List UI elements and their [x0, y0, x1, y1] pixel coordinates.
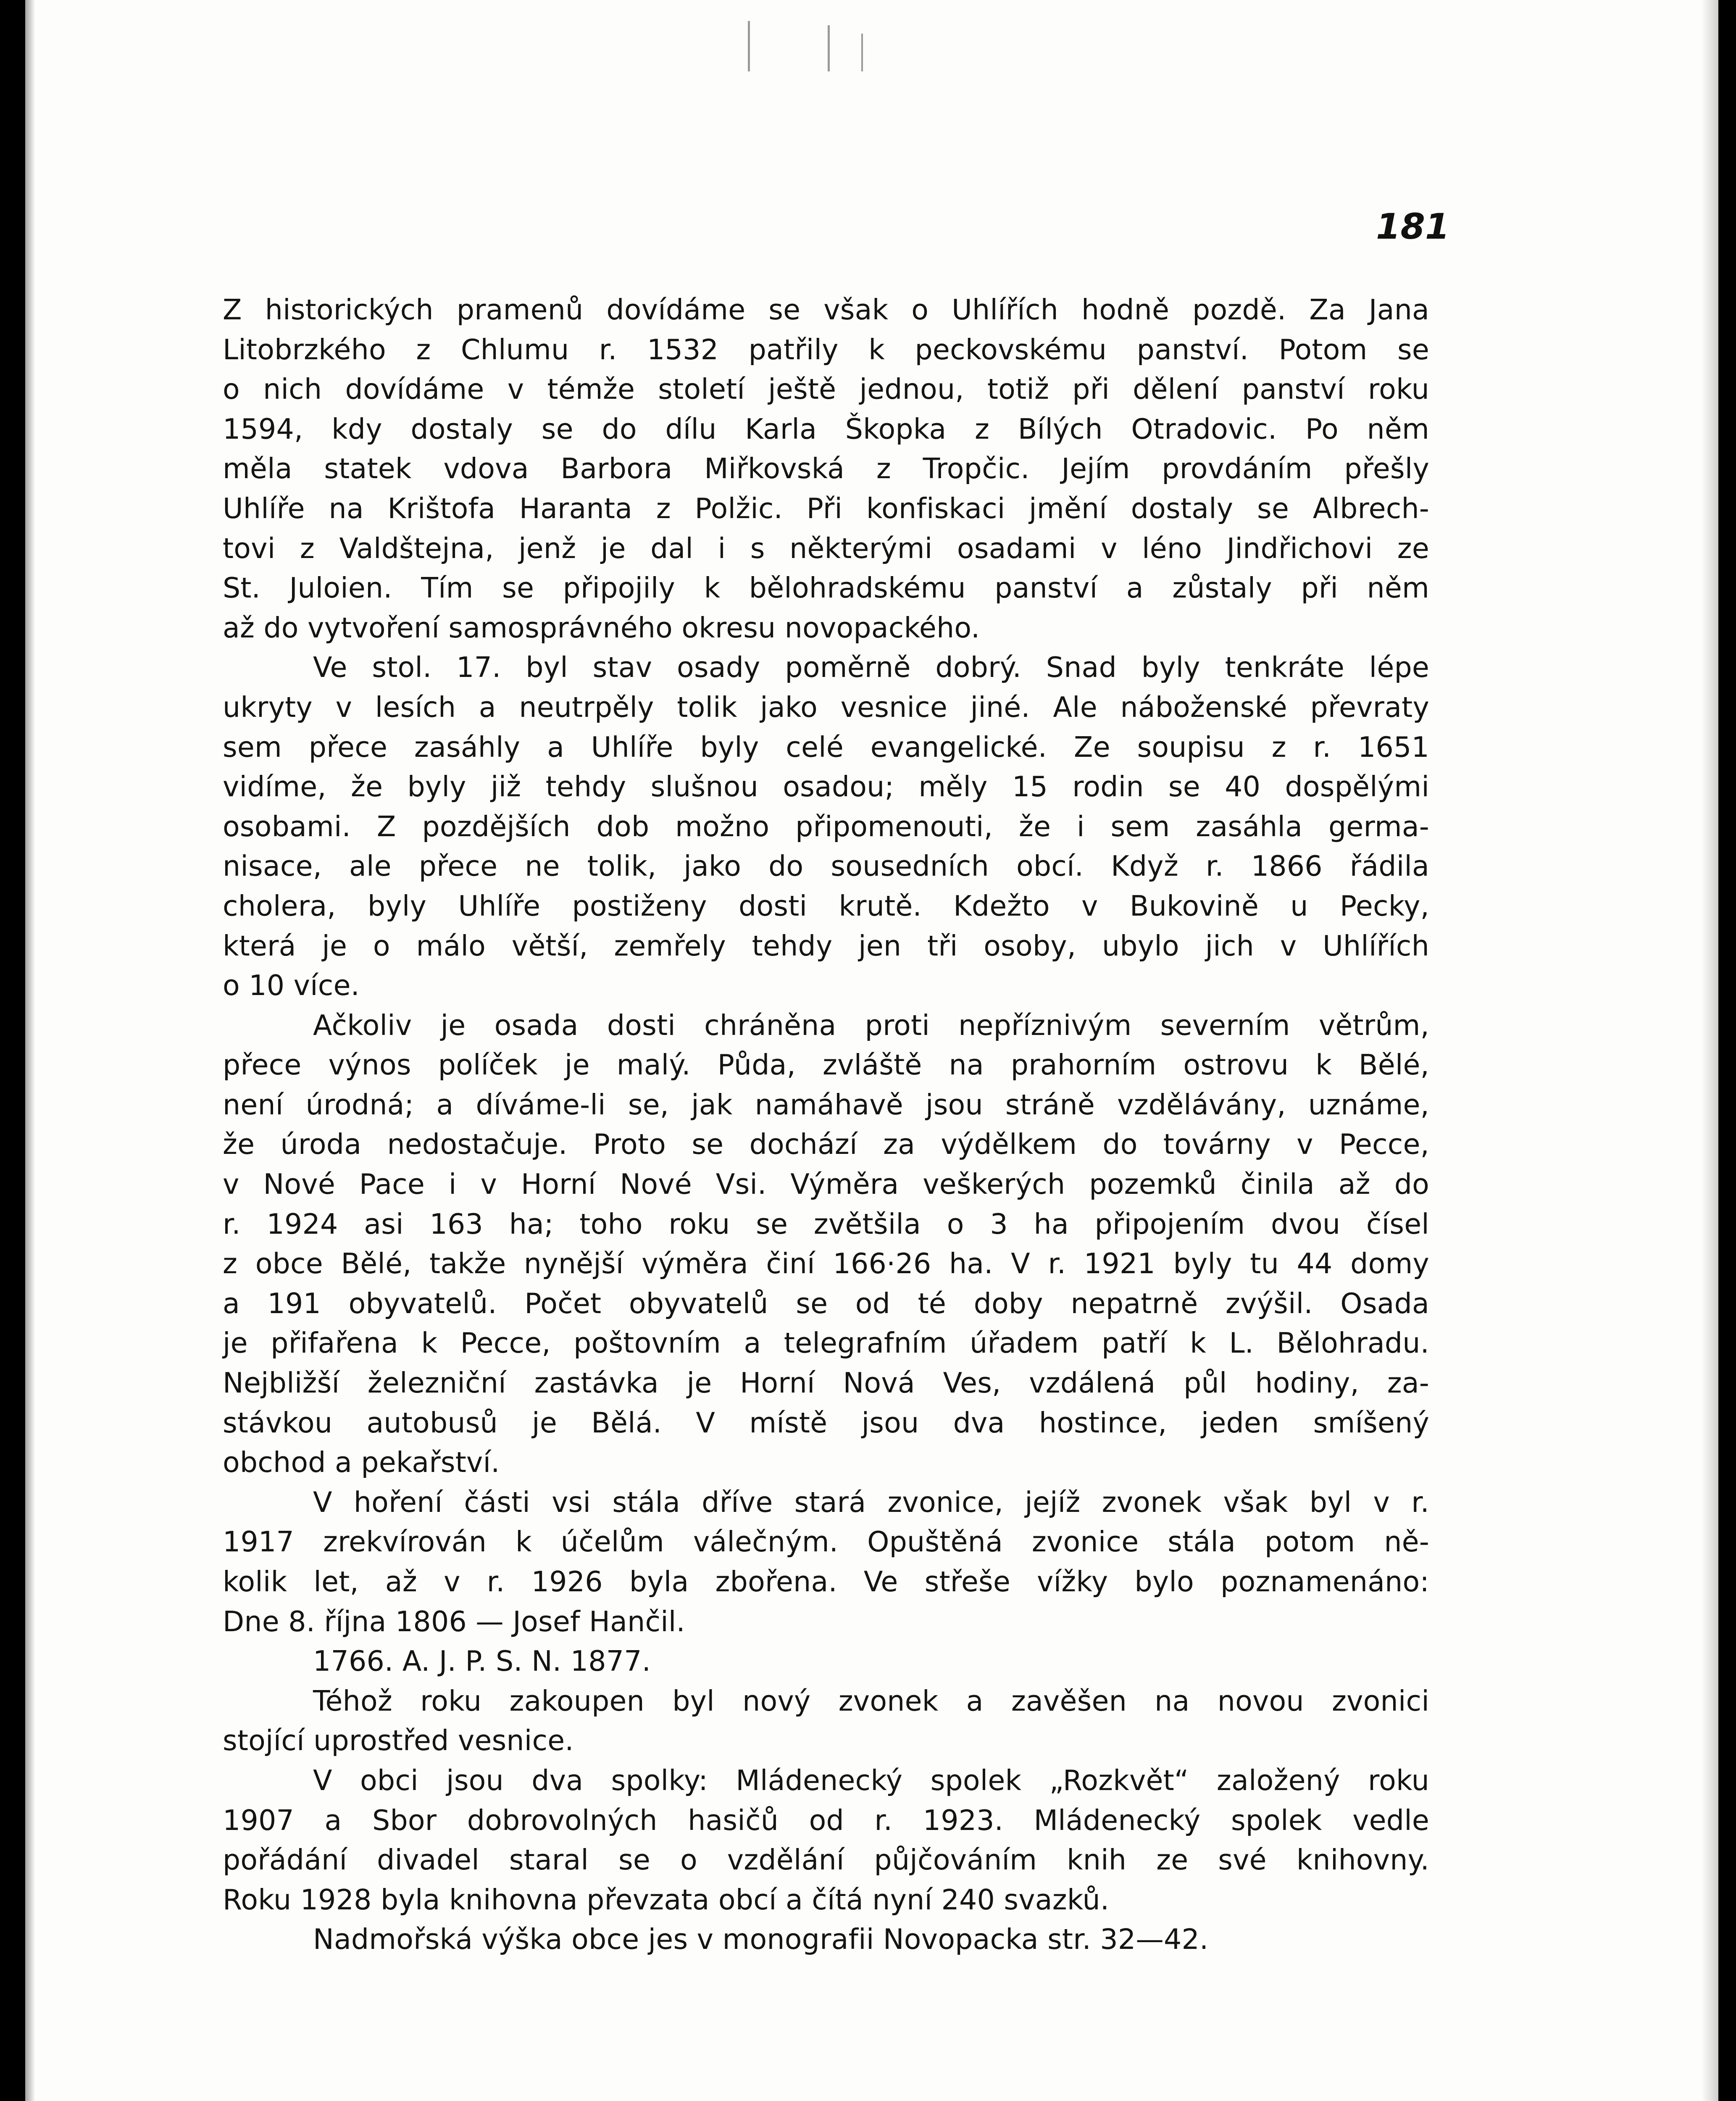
text-line: cholera, byly Uhlíře postiženy dosti krutě. Kdežto v Bukovině u Pecky,	[223, 889, 1429, 922]
text-line: o 10 více.	[223, 969, 360, 1002]
text-line: je přifařena k Pecce, poštovním a telegrafním úřadem patří k L. Bělohradu.	[223, 1327, 1429, 1360]
text-line: Nadmořská výška obce jes v monografii Novopacka str. 32—42.	[313, 1923, 1209, 1956]
paragraph	[223, 1761, 1429, 1919]
text-line: obchod a pekařství.	[223, 1446, 500, 1479]
scan-artifact-mark	[861, 34, 863, 71]
text-line: nisace, ale přece ne tolik, jako do sousedních obcí. Když r. 1866 řádila	[223, 850, 1429, 883]
text-line: ukryty v lesích a neutrpěly tolik jako vesnice jiné. Ale náboženské převraty	[223, 690, 1429, 724]
text-line: Uhlíře na Krištofa Haranta z Polžic. Při konfiskaci jmění dostaly se Albrech-	[223, 492, 1429, 525]
text-line: 1907 a Sbor dobrovolných hasičů od r. 1923. Mládenecký spolek vedle	[223, 1803, 1429, 1837]
text-line: stojící uprostřed vesnice.	[223, 1724, 574, 1757]
text-line: V obci jsou dva spolky: Mládenecký spolek „Rozkvět“ založený roku	[313, 1764, 1429, 1797]
scan-artifact-mark	[748, 21, 750, 71]
text-line: pořádání divadel staral se o vzdělání půjčováním knih ze své knihovny.	[223, 1843, 1429, 1877]
paragraph	[223, 1641, 1429, 1681]
body-text	[223, 290, 1429, 1959]
text-line: vidíme, že byly již tehdy slušnou osadou; měly 15 rodin se 40 dospělými	[223, 770, 1429, 803]
text-line: která je o málo větší, zemřely tehdy jen tři osoby, ubylo jich v Uhlířích	[223, 929, 1429, 962]
text-line: Nejbližší železniční zastávka je Horní Nová Ves, vzdálená půl hodiny, za-	[223, 1366, 1429, 1400]
text-line: Dne 8. října 1806 — Josef Hančil.	[223, 1605, 685, 1638]
text-line: kolik let, až v r. 1926 byla zbořena. Ve střeše vížky bylo poznamenáno:	[223, 1565, 1429, 1598]
text-line: St. Juloien. Tím se připojily k bělohradskému panství a zůstaly při něm	[223, 571, 1429, 605]
paragraph	[223, 648, 1429, 1005]
text-line: až do vytvoření samosprávného okresu novopackého.	[223, 611, 980, 644]
text-line: tovi z Valdštejna, jenž je dal i s některými osadami v léno Jindřichovi ze	[223, 532, 1429, 565]
text-line: Téhož roku zakoupen byl nový zvonek a zavěšen na novou zvonici	[313, 1684, 1429, 1717]
paragraph	[223, 1681, 1429, 1761]
page-number: 181	[1376, 206, 1450, 247]
paragraph	[223, 290, 1429, 648]
text-line: stávkou autobusů je Bělá. V místě jsou dva hostince, jeden smíšený	[223, 1406, 1429, 1439]
text-line: V hoření části vsi stála dříve stará zvonice, jejíž zvonek však byl v r.	[313, 1485, 1429, 1519]
text-line: že úroda nedostačuje. Proto se dochází za výdělkem do továrny v Pecce,	[223, 1128, 1429, 1161]
page-right-edge-shadow	[1702, 0, 1718, 2101]
text-line: a 191 obyvatelů. Počet obyvatelů se od té doby nepatrně zvýšil. Osada	[223, 1287, 1429, 1320]
text-line: Ve stol. 17. byl stav osady poměrně dobrý. Snad byly tenkráte lépe	[313, 651, 1429, 684]
text-line: sem přece zasáhly a Uhlíře byly celé evangelické. Ze soupisu z r. 1651	[223, 730, 1429, 764]
scanned-page	[25, 0, 1718, 2101]
page-left-edge-shadow	[25, 0, 35, 2101]
text-line: osobami. Z pozdějších dob možno připomenouti, že i sem zasáhla germa-	[223, 810, 1429, 843]
scan-artifact-mark	[828, 25, 830, 71]
inscription-line: 1766. A. J. P. S. N. 1877.	[313, 1645, 651, 1678]
paragraph	[223, 1919, 1429, 1959]
text-line: Roku 1928 byla knihovna převzata obcí a čítá nyní 240 svazků.	[223, 1883, 1110, 1916]
text-line: měla statek vdova Barbora Miřkovská z Tropčic. Jejím provdáním přešly	[223, 452, 1429, 485]
text-line: přece výnos políček je malý. Půda, zvláště na prahorním ostrovu k Bělé,	[223, 1048, 1429, 1082]
text-line: Ačkoliv je osada dosti chráněna proti nepříznivým severním větrům,	[313, 1008, 1429, 1042]
text-line: Litobrzkého z Chlumu r. 1532 patřily k peckovskému panství. Potom se	[223, 333, 1429, 366]
paragraph	[223, 1482, 1429, 1641]
text-line: z obce Bělé, takže nynější výměra činí 166·26 ha. V r. 1921 byly tu 44 domy	[223, 1247, 1429, 1280]
text-line: r. 1924 asi 163 ha; toho roku se zvětšila o 3 ha připojením dvou čísel	[223, 1207, 1429, 1240]
text-line: 1917 zrekvírován k účelům válečným. Opuštěná zvonice stála potom ně-	[223, 1525, 1429, 1559]
text-line: Z historických pramenů dovídáme se však o Uhlířích hodně pozdě. Za Jana	[223, 293, 1429, 326]
text-line: 1594, kdy dostaly se do dílu Karla Škopka z Bílých Otradovic. Po něm	[223, 412, 1429, 445]
text-line: o nich dovídáme v témže století ještě jednou, totiž při dělení panství roku	[223, 373, 1429, 406]
text-line: není úrodná; a díváme-li se, jak namáhavě jsou stráně vzdělávány, uznáme,	[223, 1088, 1429, 1121]
paragraph	[223, 1006, 1429, 1482]
text-line: v Nové Pace i v Horní Nové Vsi. Výměra veškerých pozemků činila až do	[223, 1168, 1429, 1201]
